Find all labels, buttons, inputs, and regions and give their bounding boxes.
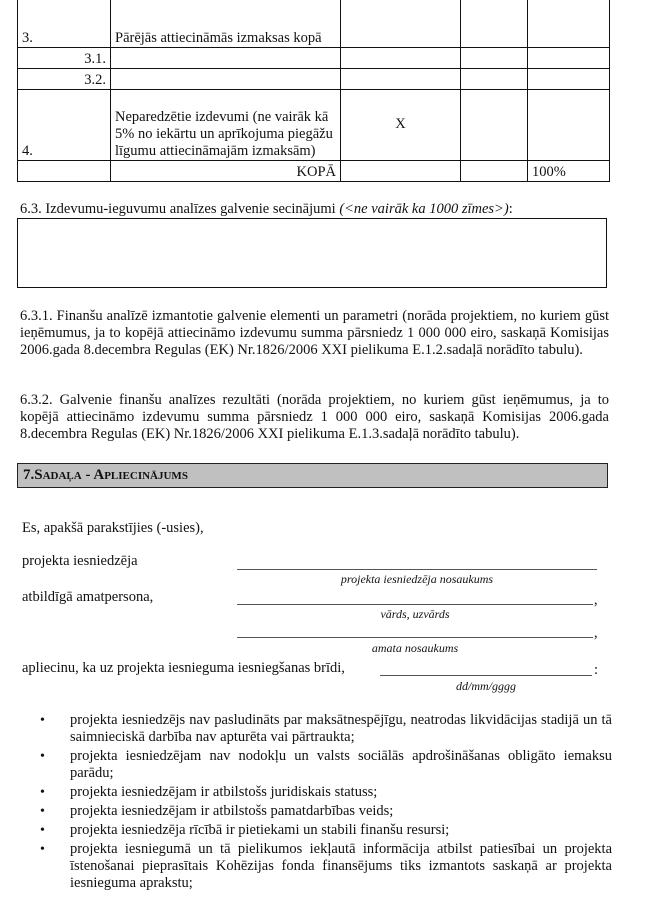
cell[interactable] bbox=[461, 89, 528, 160]
cell[interactable] bbox=[528, 68, 610, 89]
comma: , bbox=[594, 592, 598, 608]
table-row-total bbox=[18, 160, 610, 181]
cell[interactable] bbox=[341, 47, 461, 68]
position-field[interactable] bbox=[237, 637, 593, 638]
bullet-icon: • bbox=[40, 749, 45, 764]
cell[interactable] bbox=[341, 160, 461, 181]
cell[interactable] bbox=[461, 160, 528, 181]
conclusions-textbox[interactable] bbox=[17, 218, 607, 288]
cell[interactable] bbox=[528, 89, 610, 160]
official-name-field[interactable] bbox=[237, 604, 593, 605]
heading-text: 6.3. Izdevumu-ieguvumu analīzes galvenie secinājumi bbox=[20, 201, 336, 217]
bullet-icon: • bbox=[40, 804, 45, 819]
position-caption: amata nosaukums bbox=[371, 641, 459, 655]
comma: , bbox=[594, 625, 598, 641]
cell[interactable] bbox=[341, 68, 461, 89]
table-row bbox=[18, 68, 610, 89]
section-title: Sadaļa - Apliecinājums bbox=[34, 467, 188, 483]
table-row bbox=[18, 89, 610, 160]
section-6-3-1-text: 6.3.1. Finanšu analīzē izmantotie galvenie elementi un parametri (norāda projektiem, no kuriem gūst ieņēmumus, ja to kopējā attiecināmo izdevumu summa pārsniedz 1 000 000 eiro, saskaņā Komisijas 2006.gada 8.decembra Regulas (EK) Nr.1826/2006 XXI pielikuma E.1.2.sadaļā norādīto tabulu). bbox=[20, 308, 609, 358]
cell[interactable] bbox=[461, 68, 528, 89]
cell[interactable] bbox=[111, 47, 341, 68]
bullet-icon: • bbox=[40, 785, 45, 800]
declaration-item bbox=[20, 803, 612, 820]
cell[interactable] bbox=[528, 47, 610, 68]
colon: : bbox=[508, 201, 513, 217]
table-row bbox=[18, 47, 610, 68]
row-description: Neparedzētie izdevumi (ne vairāk kā 5% no iekārtu un aprīkojuma piegāžu līgumu attiecināmajām izmaksām) bbox=[111, 89, 341, 160]
declaration-item bbox=[20, 712, 612, 746]
row-number: 4. bbox=[18, 89, 111, 160]
declaration-text: projekta iesniedzējam ir atbilstošs juridiskais statuss; bbox=[70, 784, 378, 800]
declaration-text: projekta iesniedzējs nav pasludināts par maksātnespējīgu, neatrodas likvidācijas stadijā un tā saimnieciskā darbība nav apturēta vai pārtraukta; bbox=[70, 712, 612, 745]
declarations-list bbox=[20, 712, 612, 894]
cell[interactable] bbox=[341, 0, 461, 47]
section-6-3-2-text: 6.3.2. Galvenie finanšu analīzes rezultāti (norāda projektiem, no kuriem gūst ieņēmumus, ja to kopējā attiecināmo izdevumu summa pārsniedz 1 000 000 eiro, saskaņā Komisijas 2006.gada 8.decembra Regulas (EK) Nr.1826/2006 XXI pielikuma E.1.3.sadaļā norādīto tabulu). bbox=[20, 392, 609, 442]
declaration-text: projekta iesniedzēja rīcībā ir pietiekami un stabili finanšu resursi; bbox=[70, 822, 450, 838]
colon: : bbox=[594, 662, 599, 678]
bullet-icon: • bbox=[40, 823, 45, 838]
date-caption: dd/mm/gggg bbox=[456, 679, 516, 693]
budget-table bbox=[17, 0, 610, 182]
applicant-label: projekta iesniedzēja bbox=[22, 553, 138, 569]
na-mark: X bbox=[341, 89, 461, 160]
applicant-name-field[interactable] bbox=[237, 569, 597, 570]
section-7-header bbox=[17, 463, 608, 488]
declaration-text: projekta iesniegumā un tā pielikumos iekļautā informācija atbilst patiesībai un projekta īstenošanai pieprasītais Kohēzijas fonda finansējums tiks izmantots saskaņā ar projekta iesnieguma aprakstu; bbox=[70, 841, 612, 891]
date-field[interactable] bbox=[380, 675, 592, 676]
confirm-label: apliecinu, ka uz projekta iesnieguma iesniegšanas brīdi, bbox=[22, 660, 345, 676]
hint-text: (<ne vairāk ka 1000 zīmes>) bbox=[339, 201, 509, 217]
declaration-item bbox=[20, 841, 612, 892]
row-description: Pārējās attiecināmās izmaksas kopā bbox=[111, 0, 341, 47]
official-label: atbildīgā amatpersona, bbox=[22, 589, 154, 605]
declaration-text: projekta iesniedzējam ir atbilstošs pamatdarbības veids; bbox=[70, 803, 394, 819]
cell bbox=[18, 160, 111, 181]
declaration-item bbox=[20, 748, 612, 782]
bullet-icon: • bbox=[40, 842, 45, 857]
declaration-item bbox=[20, 822, 612, 839]
intro-text: Es, apakšā parakstījies (-usies), bbox=[22, 520, 204, 536]
row-number: 3. bbox=[18, 0, 111, 47]
cell[interactable] bbox=[461, 47, 528, 68]
bullet-icon: • bbox=[40, 713, 45, 728]
declaration-item bbox=[20, 784, 612, 801]
applicant-caption: projekta iesniedzēja nosaukums bbox=[340, 572, 494, 586]
section-6-3-heading bbox=[20, 201, 620, 218]
section-number: 7. bbox=[23, 467, 35, 483]
name-caption: vārds, uzvārds bbox=[380, 607, 450, 621]
cell[interactable] bbox=[528, 0, 610, 47]
cell[interactable] bbox=[461, 0, 528, 47]
declaration-text: projekta iesniedzējam nav nodokļu un valsts sociālās apdrošināšanas obligāto iemaksu parādu; bbox=[70, 748, 612, 781]
total-percent: 100% bbox=[528, 160, 610, 181]
row-number: 3.1. bbox=[18, 47, 111, 68]
table-row bbox=[18, 0, 610, 47]
cell[interactable] bbox=[111, 68, 341, 89]
row-number: 3.2. bbox=[18, 68, 111, 89]
total-label: KOPĀ bbox=[111, 160, 341, 181]
